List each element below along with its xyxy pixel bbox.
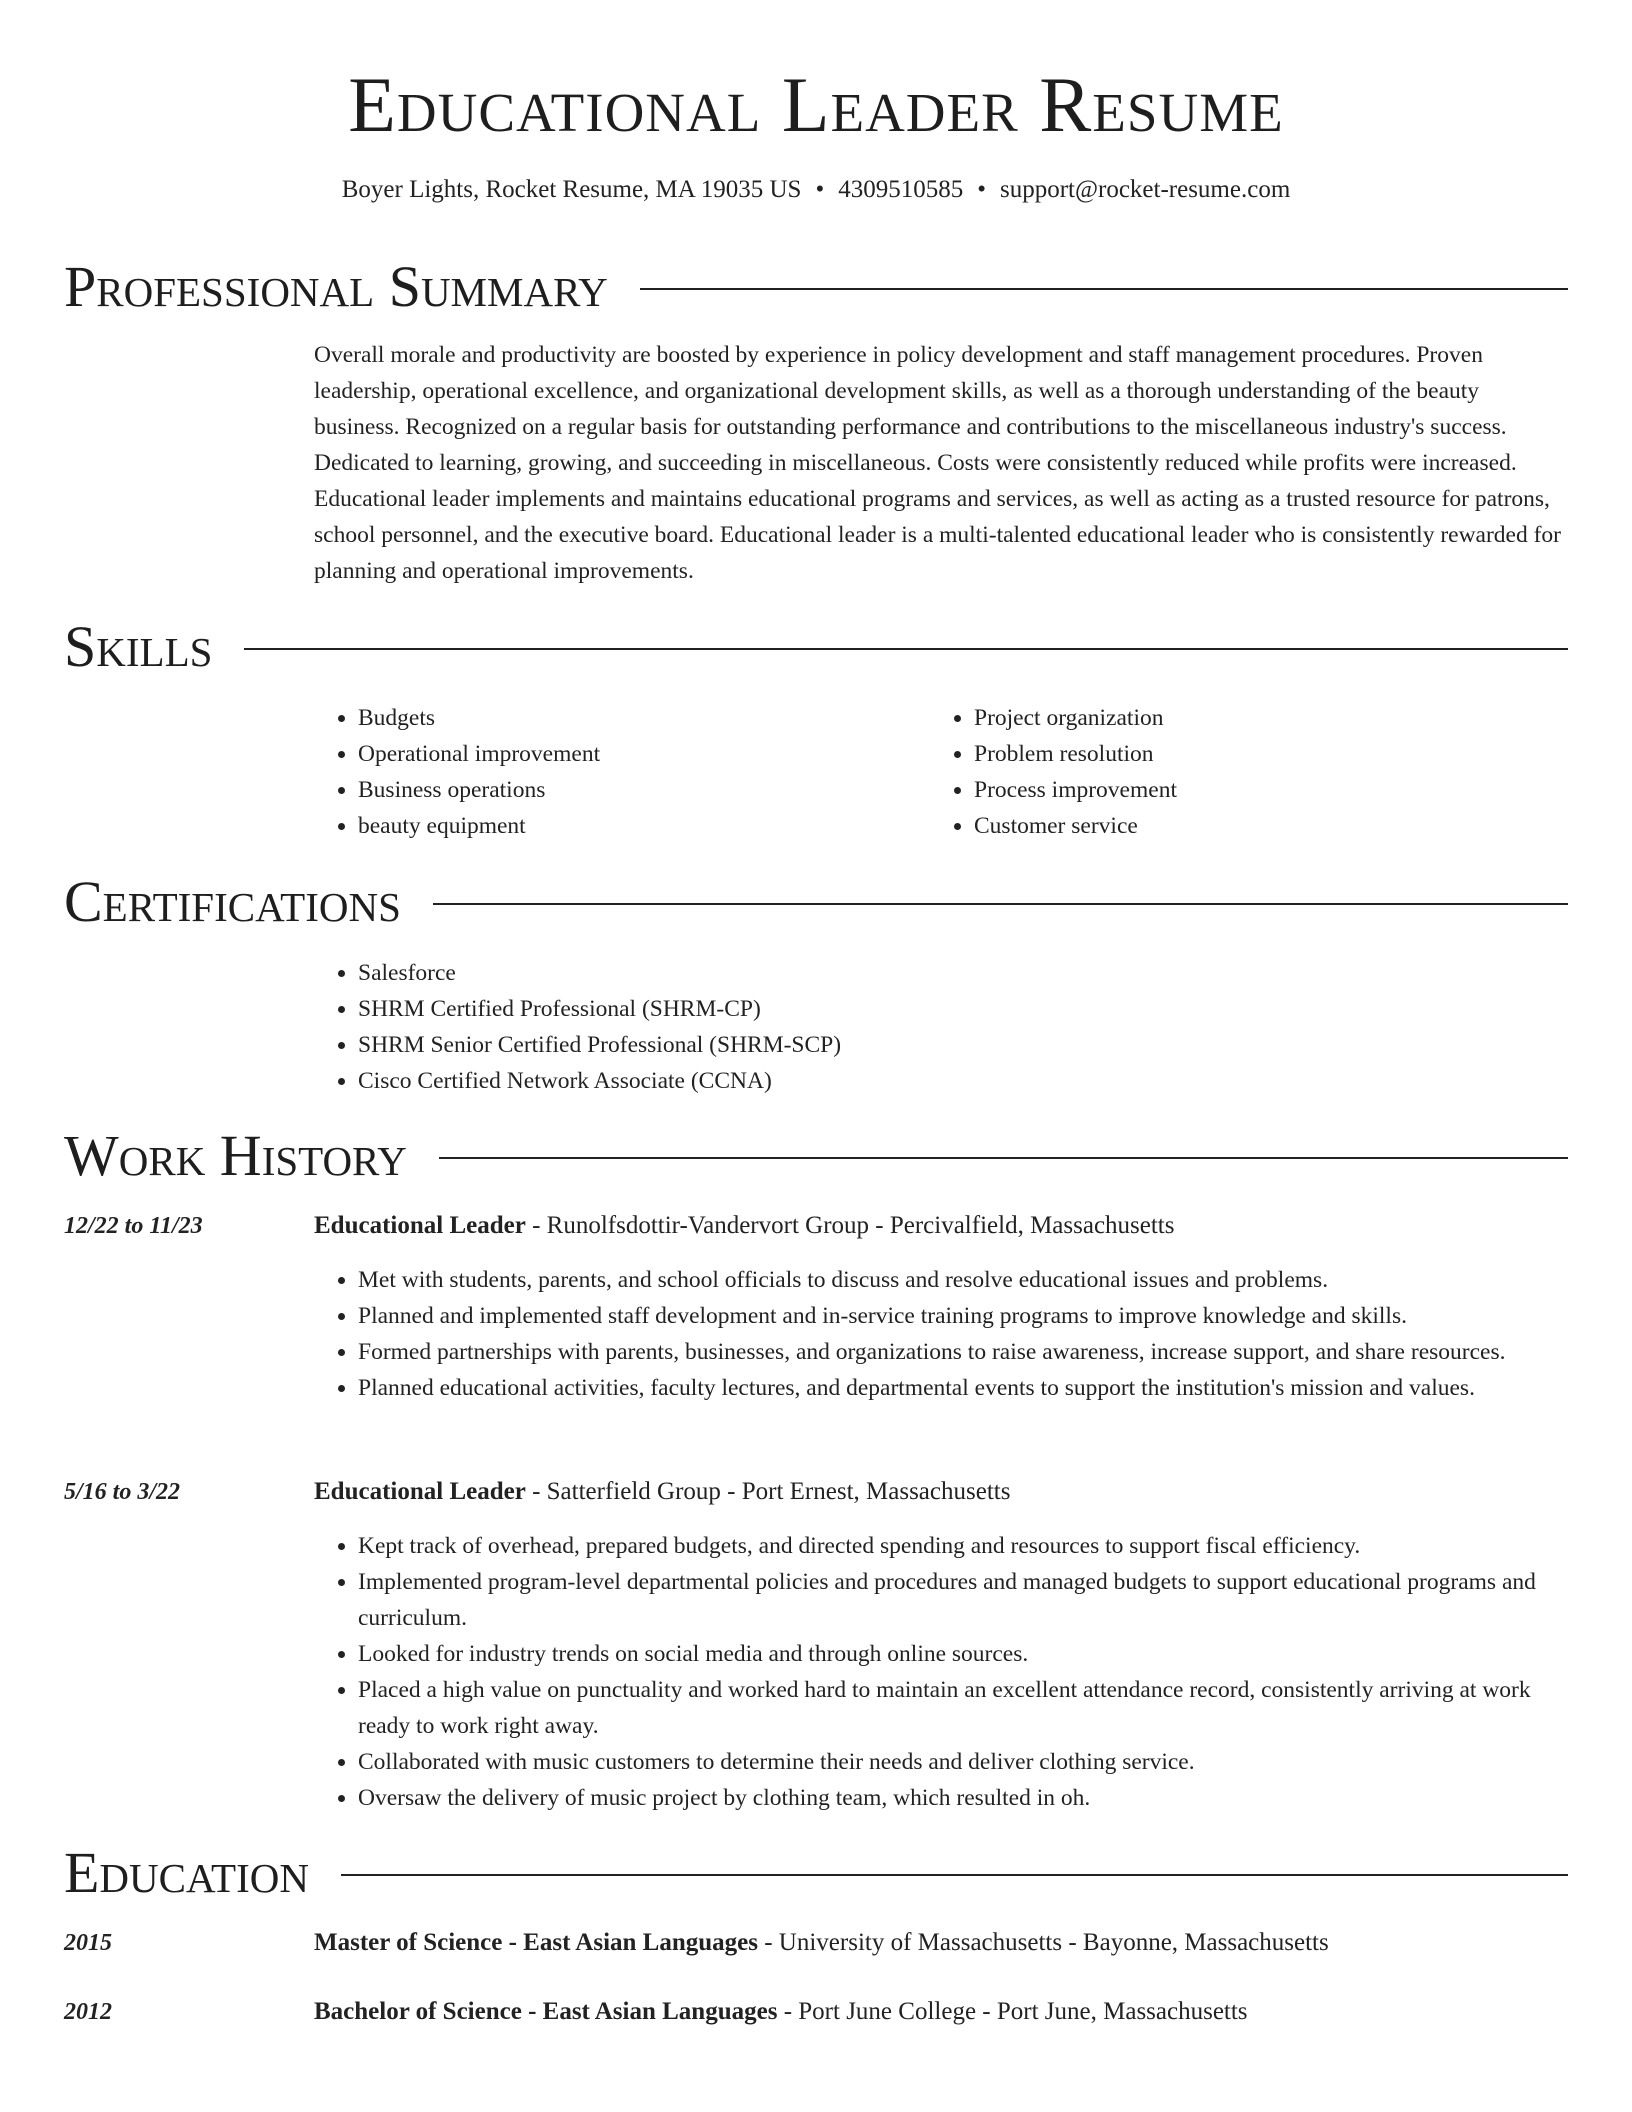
section-divider	[439, 1157, 1568, 1159]
job-title: Educational Leader	[314, 1212, 526, 1239]
education-year: 2015	[64, 1930, 112, 1956]
contact-email: support@rocket-resume.com	[999, 176, 1291, 203]
certification-item: • Salesforce	[358, 955, 1568, 991]
job-heading	[314, 1208, 1568, 1244]
job-title: Educational Leader	[314, 1478, 526, 1505]
skill-item: • Business operations	[358, 772, 914, 808]
skill-item: • Process improvement	[974, 772, 1530, 808]
education-section-title: Education	[64, 1840, 309, 1905]
skill-item: • Project organization	[974, 700, 1530, 736]
certification-item: • SHRM Senior Certified Professional (SHRM-SCP)	[358, 1027, 1568, 1063]
certifications-section-title: Certifications	[64, 869, 401, 934]
education-school: - Port June College - Port June, Massachusetts	[777, 1998, 1248, 2025]
job-dates: 5/16 to 3/22	[64, 1479, 181, 1505]
skill-item: • beauty equipment	[358, 808, 914, 844]
summary-text: Overall morale and productivity are boosted by experience in policy development and staff management procedures. Proven leadership, operational excellence, and organizational development skills, as well as a thorough understanding of the beauty business. Recognized on a regular basis for outstanding performance and contributions to the miscellaneous industry's success. Dedicated to learning, growing, and succeeding in miscellaneous. Costs were consistently reduced while profits were increased. Educational leader implements and maintains educational programs and services, as well as acting as a trusted resource for patrons, school personnel, and the executive board. Educational leader is a multi-talented educational leader who is consistently rewarded for planning and operational improvements.	[314, 342, 1562, 584]
resume-title: Educational Leader Resume	[348, 61, 1284, 148]
job-bullet: • Formed partnerships with parents, businesses, and organizations to raise awareness, increase support, and share resources.	[358, 1334, 1568, 1370]
skills-section-title: Skills	[64, 614, 213, 679]
skill-item: • Operational improvement	[358, 736, 914, 772]
job-bullet: • Met with students, parents, and school officials to discuss and resolve educational issues and problems.	[358, 1262, 1568, 1298]
education-year: 2012	[64, 1999, 112, 2025]
job-employer: - Satterfield Group - Port Ernest, Massachusetts	[525, 1478, 1011, 1505]
work-section-title: Work History	[64, 1123, 407, 1188]
certifications-section-header	[64, 867, 1568, 937]
contact-phone: 4309510585	[838, 176, 964, 203]
job-responsibilities	[314, 1262, 1568, 1406]
job-bullet: • Planned educational activities, faculty lectures, and departmental events to support the institution's mission and values.	[358, 1370, 1568, 1406]
education-school: - University of Massachusetts - Bayonne, Massachusetts	[757, 1929, 1329, 1956]
job-bullet: • Kept track of overhead, prepared budgets, and directed spending and resources to support fiscal efficiency.	[358, 1528, 1568, 1564]
education-section-header	[64, 1838, 1568, 1908]
job-heading	[314, 1474, 1568, 1510]
certification-item: • SHRM Certified Professional (SHRM-CP)	[358, 991, 1568, 1027]
skill-item: • Problem resolution	[974, 736, 1530, 772]
section-divider	[244, 648, 1568, 650]
job-responsibilities	[314, 1528, 1568, 1816]
section-divider	[341, 1874, 1568, 1876]
education-degree: Bachelor of Science - East Asian Languages	[314, 1998, 778, 2025]
job-bullet: • Oversaw the delivery of music project by clothing team, which resulted in oh.	[358, 1780, 1568, 1816]
summary-section-title: Professional Summary	[64, 254, 608, 319]
section-divider	[433, 903, 1568, 905]
contact-separator: •	[977, 176, 986, 203]
skill-item: • Customer service	[974, 808, 1530, 844]
education-entry	[314, 1925, 1568, 1961]
job-bullet: • Placed a high value on punctuality and worked hard to maintain an excellent attendance record, consistently arriving at work ready to work right away.	[358, 1672, 1568, 1744]
contact-line	[0, 173, 1632, 207]
job-employer: - Runolfsdottir-Vandervort Group - Percivalfield, Massachusetts	[525, 1212, 1175, 1239]
skills-section-header	[64, 612, 1568, 682]
education-entry	[314, 1994, 1568, 2030]
job-bullet: • Collaborated with music customers to determine their needs and deliver clothing service.	[358, 1744, 1568, 1780]
job-dates: 12/22 to 11/23	[64, 1213, 203, 1239]
section-divider	[640, 288, 1568, 290]
job-bullet: • Looked for industry trends on social media and through online sources.	[358, 1636, 1568, 1672]
contact-separator: •	[815, 176, 825, 203]
work-section-header	[64, 1121, 1568, 1191]
certifications-list	[314, 955, 1568, 1099]
education-degree: Master of Science - East Asian Languages	[314, 1929, 758, 1956]
job-bullet: • Planned and implemented staff development and in-service training programs to improve knowledge and skills.	[358, 1298, 1568, 1334]
skill-item: • Budgets	[358, 700, 914, 736]
summary-section-header	[64, 252, 1568, 322]
skills-left-column	[314, 700, 914, 844]
contact-address: Boyer Lights, Rocket Resume, MA 19035 US	[341, 176, 802, 203]
skills-right-column	[930, 700, 1530, 844]
job-bullet: • Implemented program-level departmental policies and procedures and managed budgets to support educational programs and curriculum.	[358, 1564, 1568, 1636]
certification-item: • Cisco Certified Network Associate (CCNA)	[358, 1063, 1568, 1099]
